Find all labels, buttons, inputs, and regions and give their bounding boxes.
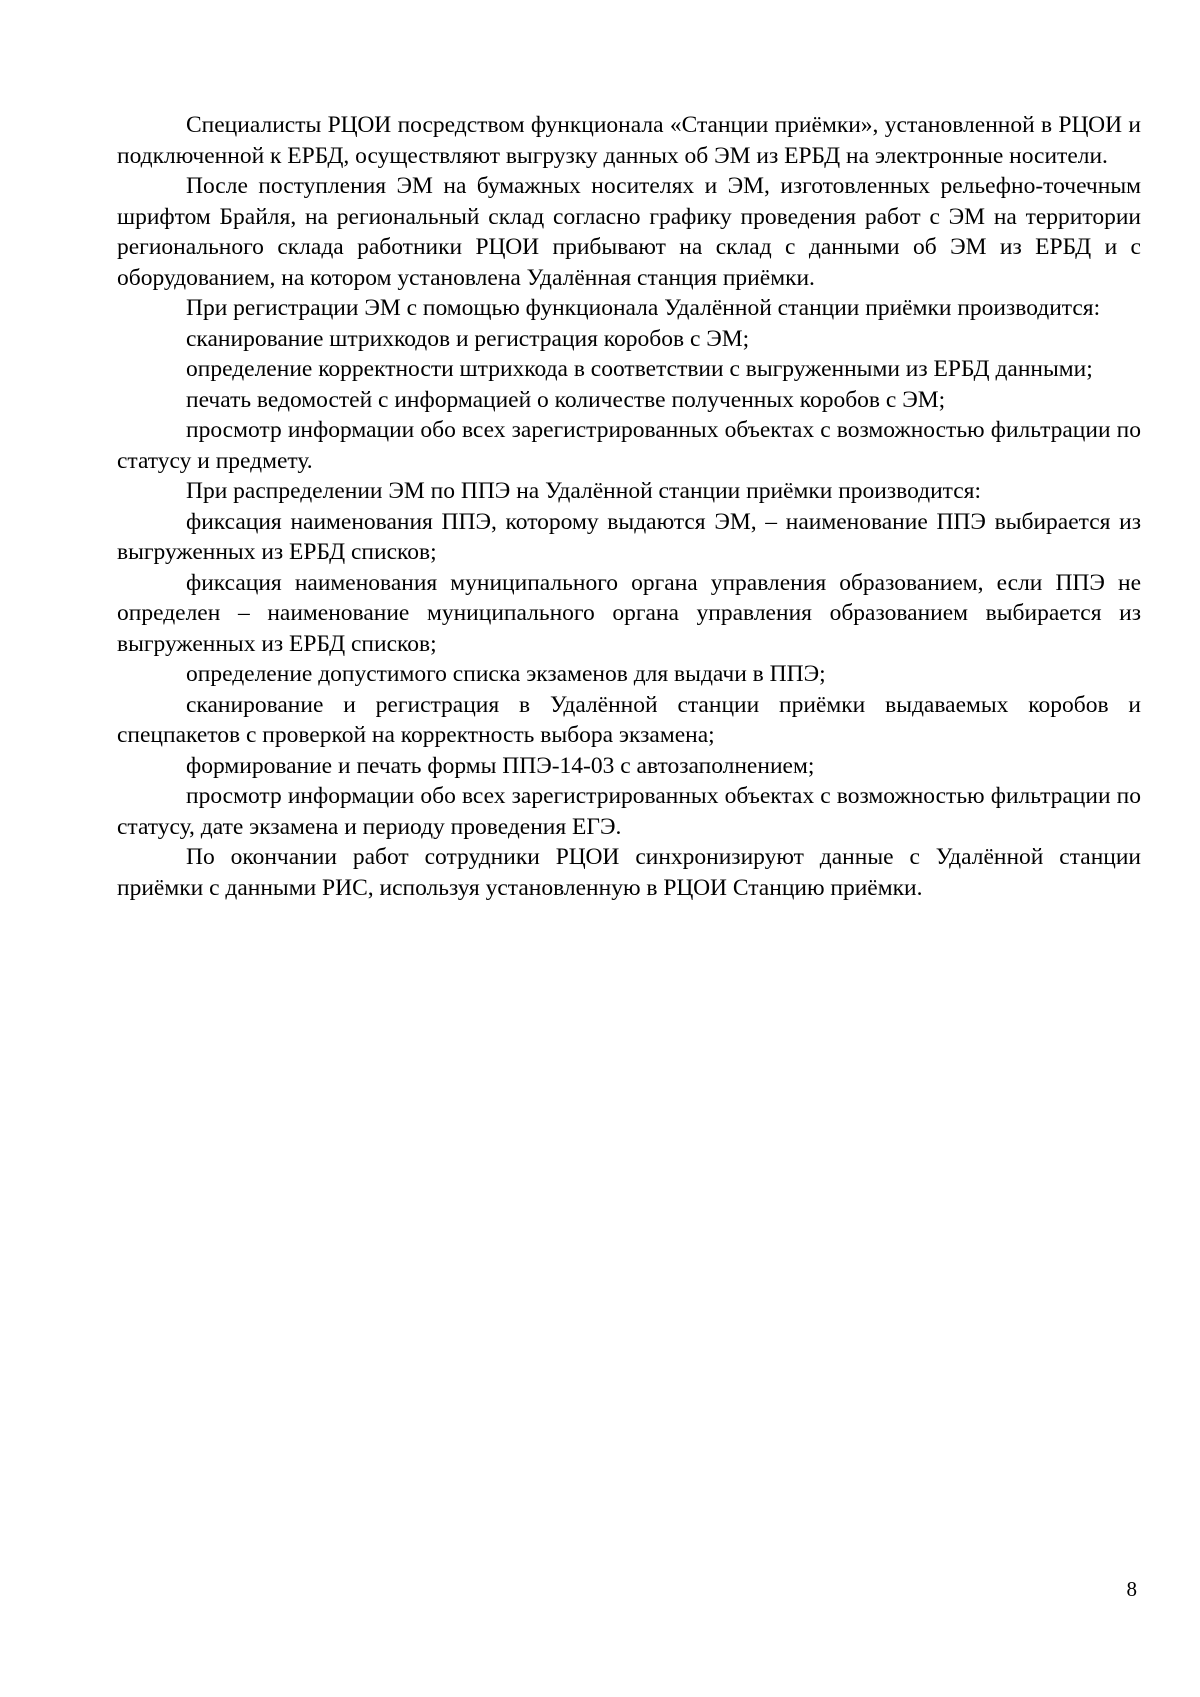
list-item: фиксация наименования муниципального органа управления образованием, если ППЭ не определен – наименование муниципального органа управления образованием выбирается из выгруженных из ЕРБД списков; [117, 569, 1141, 657]
list-item: просмотр информации обо всех зарегистрированных объектах с возможностью фильтрации по статусу и предмету. [117, 417, 1141, 474]
list-item: фиксация наименования ППЭ, которому выдаются ЭМ, – наименование ППЭ выбирается из выгруженных из ЕРБД списков; [117, 508, 1141, 565]
list-item: просмотр информации обо всех зарегистрированных объектах с возможностью фильтрации по статусу, дате экзамена и периоду проведения ЕГЭ. [117, 783, 1141, 840]
list-item: формирование и печать формы ППЭ-14-03 с автозаполнением; [186, 752, 815, 779]
paragraph: Специалисты РЦОИ посредством функционала «Станции приёмки», установленной в РЦОИ и подключенной к ЕРБД, осуществляют выгрузку данных об ЭМ из ЕРБД на электронные носители. [117, 112, 1141, 169]
list-item: определение допустимого списка экзаменов для выдачи в ППЭ; [186, 661, 826, 687]
paragraph: По окончании работ сотрудники РЦОИ синхронизируют данные с Удалённой станции приёмки с данными РИС, используя установленную в РЦОИ Станцию приёмки. [117, 844, 1141, 901]
paragraph: При распределении ЭМ по ППЭ на Удалённой станции приёмки производится: [186, 478, 981, 504]
list-item: сканирование штрихкодов и регистрация коробов с ЭМ; [186, 325, 750, 352]
page-number: 8 [1126, 1577, 1137, 1601]
list-item: печать ведомостей с информацией о количестве полученных коробов с ЭМ; [186, 386, 946, 413]
document-body [117, 110, 1141, 903]
paragraph: После поступления ЭМ на бумажных носителях и ЭМ, изготовленных рельефно-точечным шрифтом Брайля, на региональный склад согласно графику проведения работ с ЭМ на территории регионального склада работники РЦОИ прибывают на склад с данными об ЭМ из ЕРБД и с оборудованием, на котором установлена Удалённая станция приёмки. [117, 173, 1141, 291]
paragraph: При регистрации ЭМ с помощью функционала Удалённой станции приёмки производится: [186, 295, 1101, 321]
list-item: сканирование и регистрация в Удалённой станции приёмки выдаваемых коробов и спецпакетов с проверкой на корректность выбора экзамена; [117, 691, 1141, 748]
list-item: определение корректности штрихкода в соответствии с выгруженными из ЕРБД данными; [186, 356, 1093, 382]
